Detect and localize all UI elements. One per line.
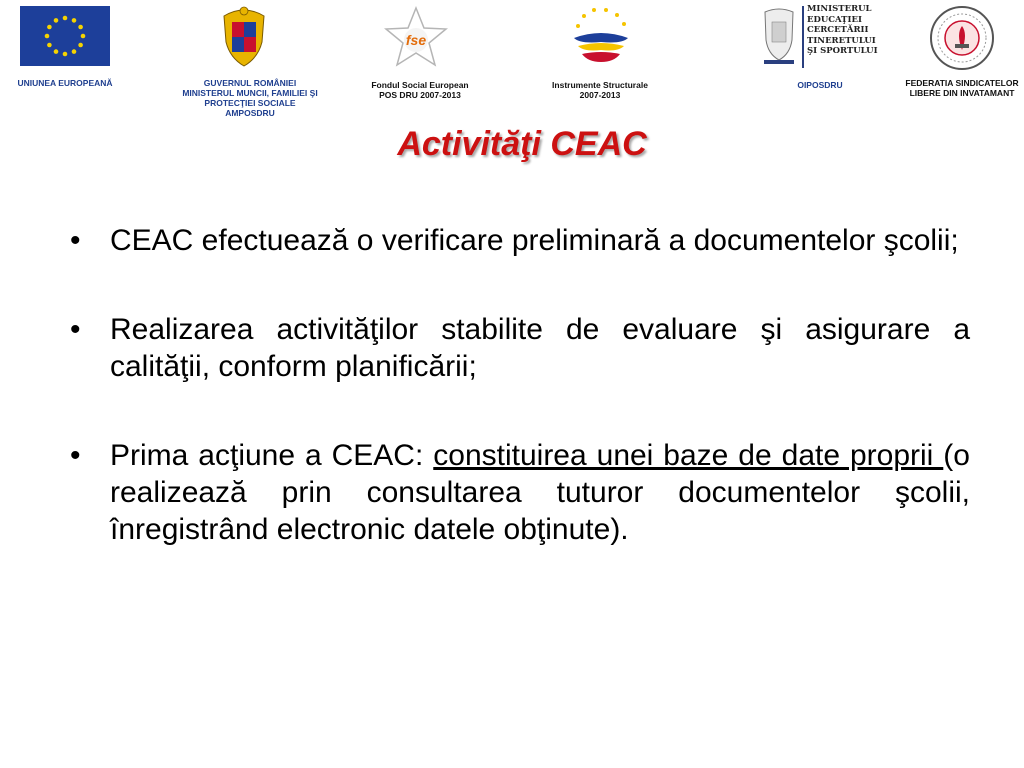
- ministry-line-4: TINERETULUI: [807, 35, 876, 46]
- government-caption-line-2: MINISTERUL MUNCII, FAMILIEI ŞI: [182, 88, 318, 98]
- bullet-text-1: CEAC efectuează o verificare preliminară a documentelor şcolii;: [110, 224, 959, 257]
- eu-flag-icon: [20, 6, 110, 66]
- ministry-line-1: MINISTERUL: [807, 4, 872, 14]
- bullet-item-2: [70, 311, 970, 385]
- bullet-text-2: Realizarea activităţilor stabilite de evaluare şi asigurare a calităţii, conform planificării;: [110, 313, 970, 383]
- government-caption-line-4: AMPOSDRU: [225, 108, 275, 118]
- coat-of-arms-icon: [218, 2, 270, 70]
- structural-instruments-icon: [566, 2, 636, 74]
- fse-logo: [384, 6, 448, 68]
- eu-flag-logo: [20, 6, 110, 66]
- fse-star-icon: [384, 6, 448, 68]
- bullet-text-3-prefix: Prima acţiune a CEAC:: [110, 439, 434, 472]
- federation-seal-logo: [928, 4, 996, 72]
- fse-caption-line-1: Fondul Social European: [371, 80, 469, 90]
- bullet-text-3-suffix: (o realizează prin consultarea tuturor documentelor şcolii, înregistrând electronic datele obţinute).: [110, 439, 970, 546]
- structural-instruments-caption-line-2: 2007-2013: [579, 90, 621, 100]
- eu-caption: UNIUNEA EUROPEANĂ: [17, 78, 113, 88]
- fse-caption-line-2: POS DRU 2007-2013: [379, 90, 461, 100]
- bullet-list: [70, 222, 970, 600]
- ministry-emblem-icon: [760, 4, 798, 66]
- ministry-line-3: CERCETĂRII: [807, 25, 869, 35]
- ministry-divider: [802, 6, 804, 68]
- bullet-dot: •: [70, 313, 81, 346]
- logo-bar: [0, 0, 1024, 125]
- bullet-item-1: [70, 222, 970, 259]
- bullet-item-3: [70, 437, 970, 548]
- fse-mark: fse: [405, 32, 427, 48]
- government-caption: [170, 78, 330, 118]
- bullet-text-3-underlined: constituirea unei baze de date proprii: [433, 439, 944, 472]
- ministry-line-2: EDUCAŢIEI: [807, 14, 862, 25]
- government-caption-line-3: PROTECŢIEI SOCIALE: [204, 98, 296, 108]
- federation-caption: [905, 78, 1019, 98]
- federation-seal-icon: [928, 4, 996, 72]
- structural-instruments-caption: [540, 80, 660, 100]
- oiposdru-caption: OIPOSDRU: [797, 80, 843, 90]
- bullet-dot: •: [70, 224, 81, 257]
- romania-coat-of-arms-logo: [218, 2, 270, 70]
- slide-title: Activităţi CEAC: [397, 125, 647, 163]
- federation-caption-line-1: FEDERATIA SINDICATELOR: [905, 78, 1019, 88]
- fse-caption: [360, 80, 480, 100]
- federation-caption-line-2: LIBERE DIN INVATAMANT: [909, 88, 1015, 98]
- structural-instruments-caption-line-1: Instrumente Structurale: [552, 80, 648, 90]
- ministry-name: [807, 4, 879, 57]
- bullet-dot: •: [70, 439, 81, 472]
- ministry-line-5: ŞI SPORTULUI: [807, 46, 878, 56]
- ministry-emblem-logo: [760, 4, 798, 66]
- government-caption-line-1: GUVERNUL ROMÂNIEI: [203, 78, 297, 88]
- structural-instruments-logo: [566, 2, 636, 74]
